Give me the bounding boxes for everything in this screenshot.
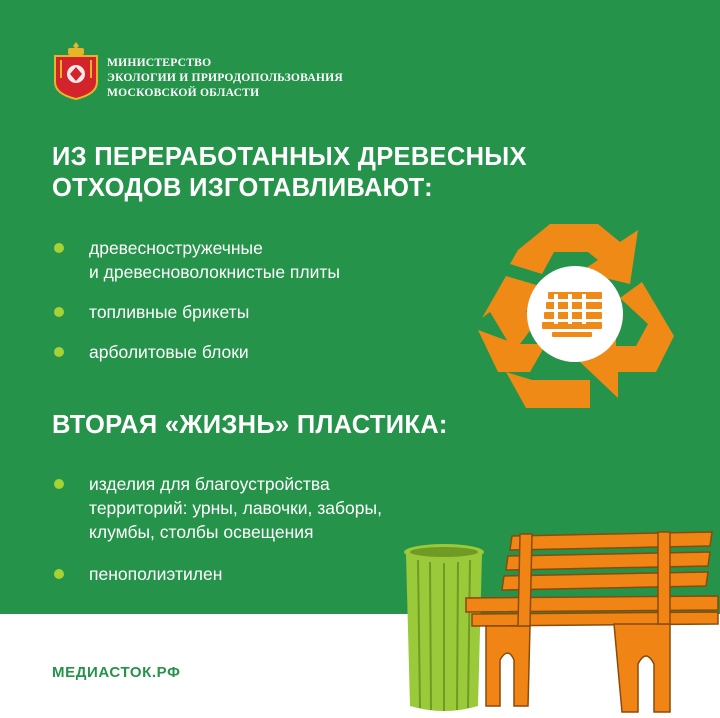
trash-bin-illustration: [404, 544, 484, 711]
list-item-line: клумбы, столбы освещения: [89, 522, 314, 542]
moscow-region-emblem-icon: [53, 42, 99, 100]
ministry-line-1: МИНИСТЕРСТВО: [107, 56, 212, 69]
list-item-line: топливные брикеты: [89, 302, 250, 322]
list-item: [52, 340, 340, 364]
recycle-icon: [470, 212, 680, 414]
list-item: [52, 562, 382, 586]
bench-illustration: [400, 530, 720, 718]
wood-section-title: [52, 142, 527, 204]
list-item-line: арболитовые блоки: [89, 342, 249, 362]
ministry-line-2: ЭКОЛОГИИ И ПРИРОДОПОЛЬЗОВАНИЯ: [107, 71, 343, 84]
list-item-line: территорий: урны, лавочки, заборы,: [89, 498, 382, 518]
ministry-name: [107, 55, 343, 100]
list-item: [52, 236, 340, 284]
list-item-line: изделия для благоустройства: [89, 474, 330, 494]
list-item-line: древесностружечные: [89, 238, 263, 258]
bullet-icon: [54, 347, 64, 357]
list-item: [52, 472, 382, 544]
list-item: [52, 300, 340, 324]
plastic-products-list: [52, 472, 382, 604]
list-item-line: и древесноволокнистые плиты: [89, 262, 340, 282]
wood-title-line-2: ОТХОДОВ ИЗГОТАВЛИВАЮТ:: [52, 174, 433, 202]
wood-products-list: [52, 236, 340, 380]
plastic-section-title: ВТОРАЯ «ЖИЗНЬ» ПЛАСТИКА:: [52, 411, 448, 439]
bullet-icon: [54, 307, 64, 317]
wood-title-line-1: ИЗ ПЕРЕРАБОТАННЫХ ДРЕВЕСНЫХ: [52, 143, 527, 171]
list-item-line: пенополиэтилен: [89, 564, 223, 584]
ministry-line-3: МОСКОВСКОЙ ОБЛАСТИ: [107, 86, 260, 99]
bullet-icon: [54, 479, 64, 489]
bullet-icon: [54, 569, 64, 579]
site-link[interactable]: МЕДИАСТОК.РФ: [52, 664, 181, 681]
bullet-icon: [54, 243, 64, 253]
